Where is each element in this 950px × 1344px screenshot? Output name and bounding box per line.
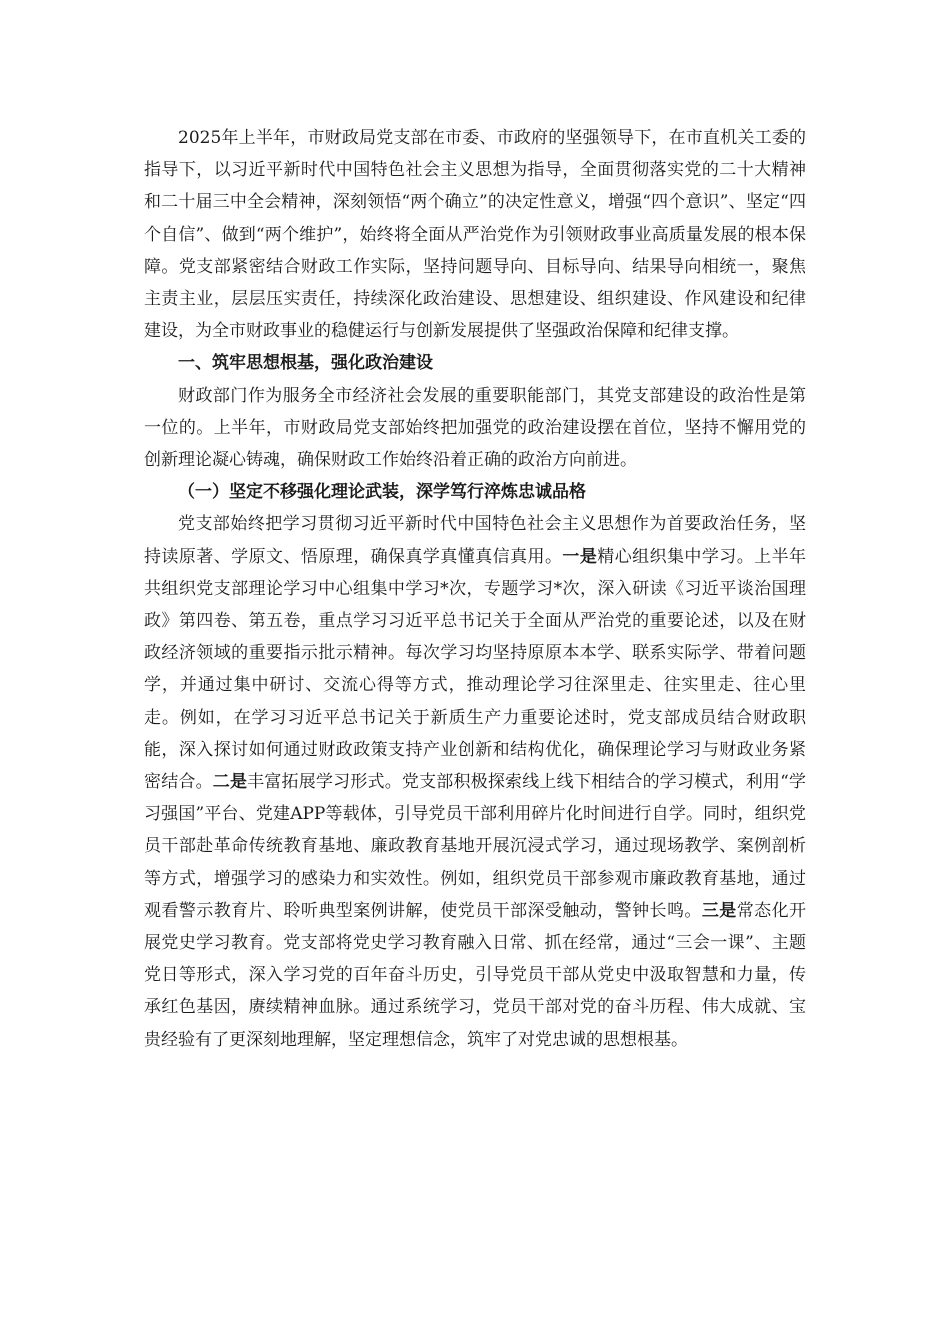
enumeration-marker-3: 三是: [701, 900, 737, 921]
document-page: [144, 122, 806, 1056]
intro-paragraph: 2025年上半年，市财政局党支部在市委、市政府的坚强领导下，在市直机关工委的指导下，以习近平新时代中国特色社会主义思想为指导，全面贯彻落实党的二十大精神和二十届三中全会精神，深刻领悟“两个确立”的决定性意义，增强“四个意识”、坚定“四个自信”、做到“两个维护”，始终将全面从严治党作为引领财政事业高质量发展的根本保障。党支部紧密结合财政工作实际，坚持问题导向、目标导向、结果导向相统一，聚焦主责主业，层层压实责任，持续深化政治建设、思想建设、组织建设、作风建设和纪律建设，为全市财政事业的稳健运行与创新发展提供了坚强政治保障和纪律支撑。: [144, 128, 806, 342]
enumeration-marker-1: 一是: [562, 546, 598, 567]
sub1-text-b: 精心组织集中学习。上半年共组织党支部理论学习中心组集中学习*次，专题学习*次，深入研读《习近平谈治国理政》第四卷、第五卷，重点学习习近平总书记关于全面从严治党的重要论述，以及在财政经济领域的重要指示批示精神。每次学习均坚持原原本本学、联系实际学、带着问题学，并通过集中研讨、交流心得等方式，推动理论学习往深里走、往实里走、往心里走。例如，在学习习近平总书记关于新质生产力重要论述时，党支部成员结合财政职能，深入探讨如何通过财政政策支持产业创新和结构优化，确保理论学习与财政业务紧密结合。: [144, 546, 807, 793]
subsection-heading-1: （一）坚定不移强化理论武装，深学笃行淬炼忠诚品格: [178, 482, 586, 503]
section-1-paragraph: 财政部门作为服务全市经济社会发展的重要职能部门，其党支部建设的政治性是第一位的。上半年，市财政局党支部始终把加强党的政治建设摆在首位，坚持不懈用党的创新理论凝心铸魂，确保财政工作始终沿着正确的政治方向前进。: [144, 385, 806, 471]
enumeration-marker-2: 二是: [212, 772, 248, 793]
sub1-text-d: 常态化开展党史学习教育。党支部将党史学习教育融入日常、抓在经常，通过“三会一课”、主题党日等形式，深入学习党的百年奋斗历史，引导党员干部从党史中汲取智慧和力量，传承红色基因，赓续精神血脉。通过系统学习，党员干部对党的奋斗历程、伟大成就、宝贵经验有了更深刻地理解，坚定理想信念，筑牢了对党忠诚的思想根基。: [144, 900, 807, 1050]
subsection-1-paragraph: [144, 508, 806, 1055]
sub1-text-a: 党支部始终把学习贯彻习近平新时代中国特色社会主义思想作为首要政治任务，坚持读原著、学原文、悟原理，确保真学真懂真信真用。: [144, 514, 806, 567]
section-heading-1: 一、筑牢思想根基，强化政治建设: [178, 353, 433, 374]
sub1-text-c: 丰富拓展学习形式。党支部积极探索线上线下相结合的学习模式，利用“学习强国”平台、党建APP等载体，引导党员干部利用碎片化时间进行自学。同时，组织党员干部赴革命传统教育基地、廉政教育基地开展沉浸式学习，通过现场教学、案例剖析等方式，增强学习的感染力和实效性。例如，组织党员干部参观市廉政教育基地，通过观看警示教育片、聆听典型案例讲解，使党员干部深受触动，警钟长鸣。: [144, 772, 807, 921]
